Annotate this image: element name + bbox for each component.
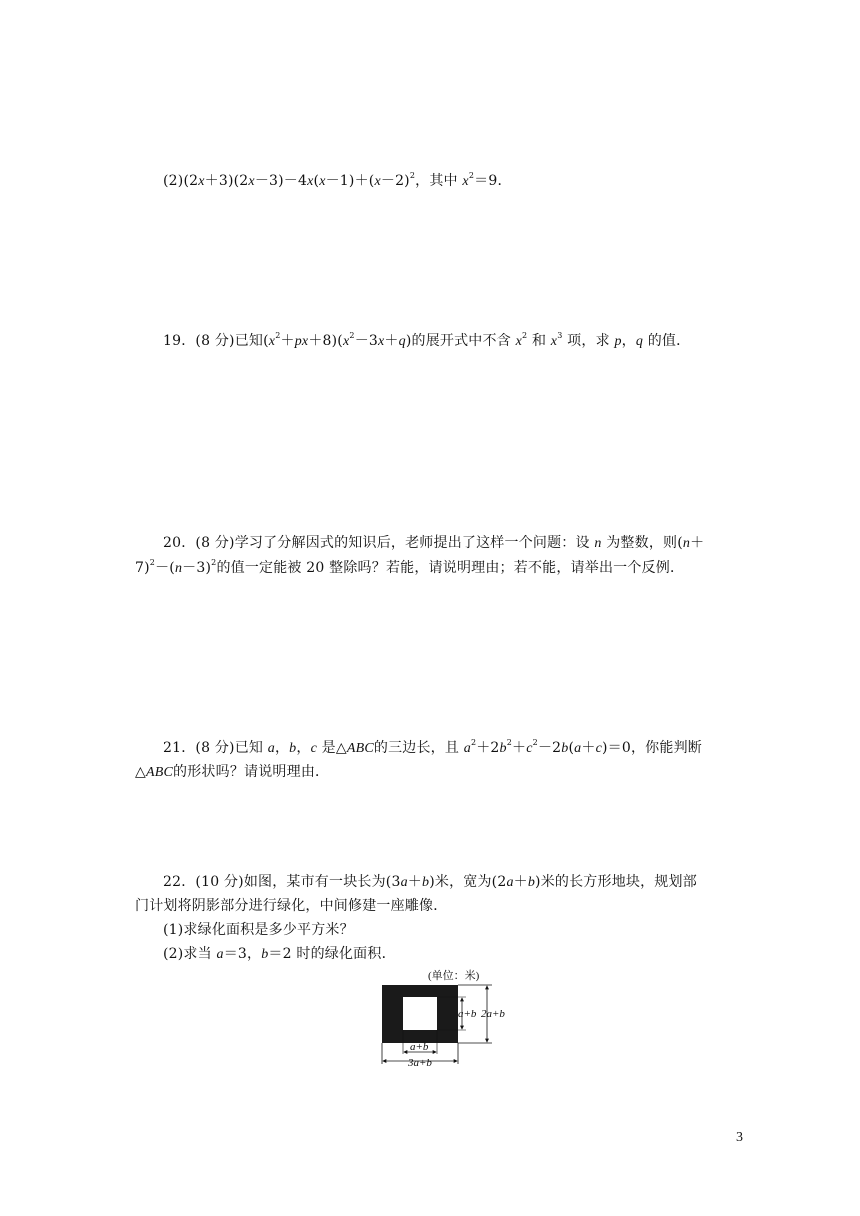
q22-line1: 22．(10 分)如图，某市有一块长为(3a＋b)米，宽为(2a＋b)米的长方形地块，规划部 [163, 874, 697, 890]
inner-width-label: a+b [410, 1041, 429, 1053]
q18-part2: $(2)(2x+3)(2x-3)-4x(x-1)+(x-2)^2$，其中 $x^2=9$． [163, 171, 512, 189]
outer-width-label: 3a+b [408, 1057, 432, 1068]
statue-area [403, 997, 437, 1030]
q22-sub1: (1)求绿化面积是多少平方米？ [163, 922, 354, 938]
q22-sub2: (2)求当 a＝3，b＝2 时的绿化面积． [163, 946, 396, 962]
q21-line2: △ABC的形状吗？请说明理由． [135, 764, 330, 780]
q19: 19．(8 分)已知$(x^2+px+8)(x^2-3x+q)$的展开式中不含 $x^2$ 和 $x^3$ 项，求 p，q 的值． [163, 331, 691, 349]
q20-line1: 20．(8 分)学习了分解因式的知识后，老师提出了这样一个问题：设 n 为整数，则(n＋ [163, 535, 705, 551]
unit-label: (单位：米) [428, 970, 480, 982]
plot-figure [374, 966, 514, 1068]
q20-line2: $7)^2-(n-3)^2$的值一定能被 20 整除吗？若能，请说明理由；若不能，请举出一个反例． [135, 558, 685, 576]
page-number: 3 [736, 1130, 743, 1145]
q22-line2: 门计划将阴影部分进行绿化，中间修建一座雕像． [135, 898, 448, 914]
outer-height-label: 2a+b [481, 1008, 505, 1020]
q21-line1: 21．(8 分)已知 a，b，c 是△ABC的三边长，且 $a^2+2b^2+c^2-2b(a+c)=0$，你能判断 [163, 738, 702, 756]
inner-height-label: a+b [458, 1008, 477, 1020]
